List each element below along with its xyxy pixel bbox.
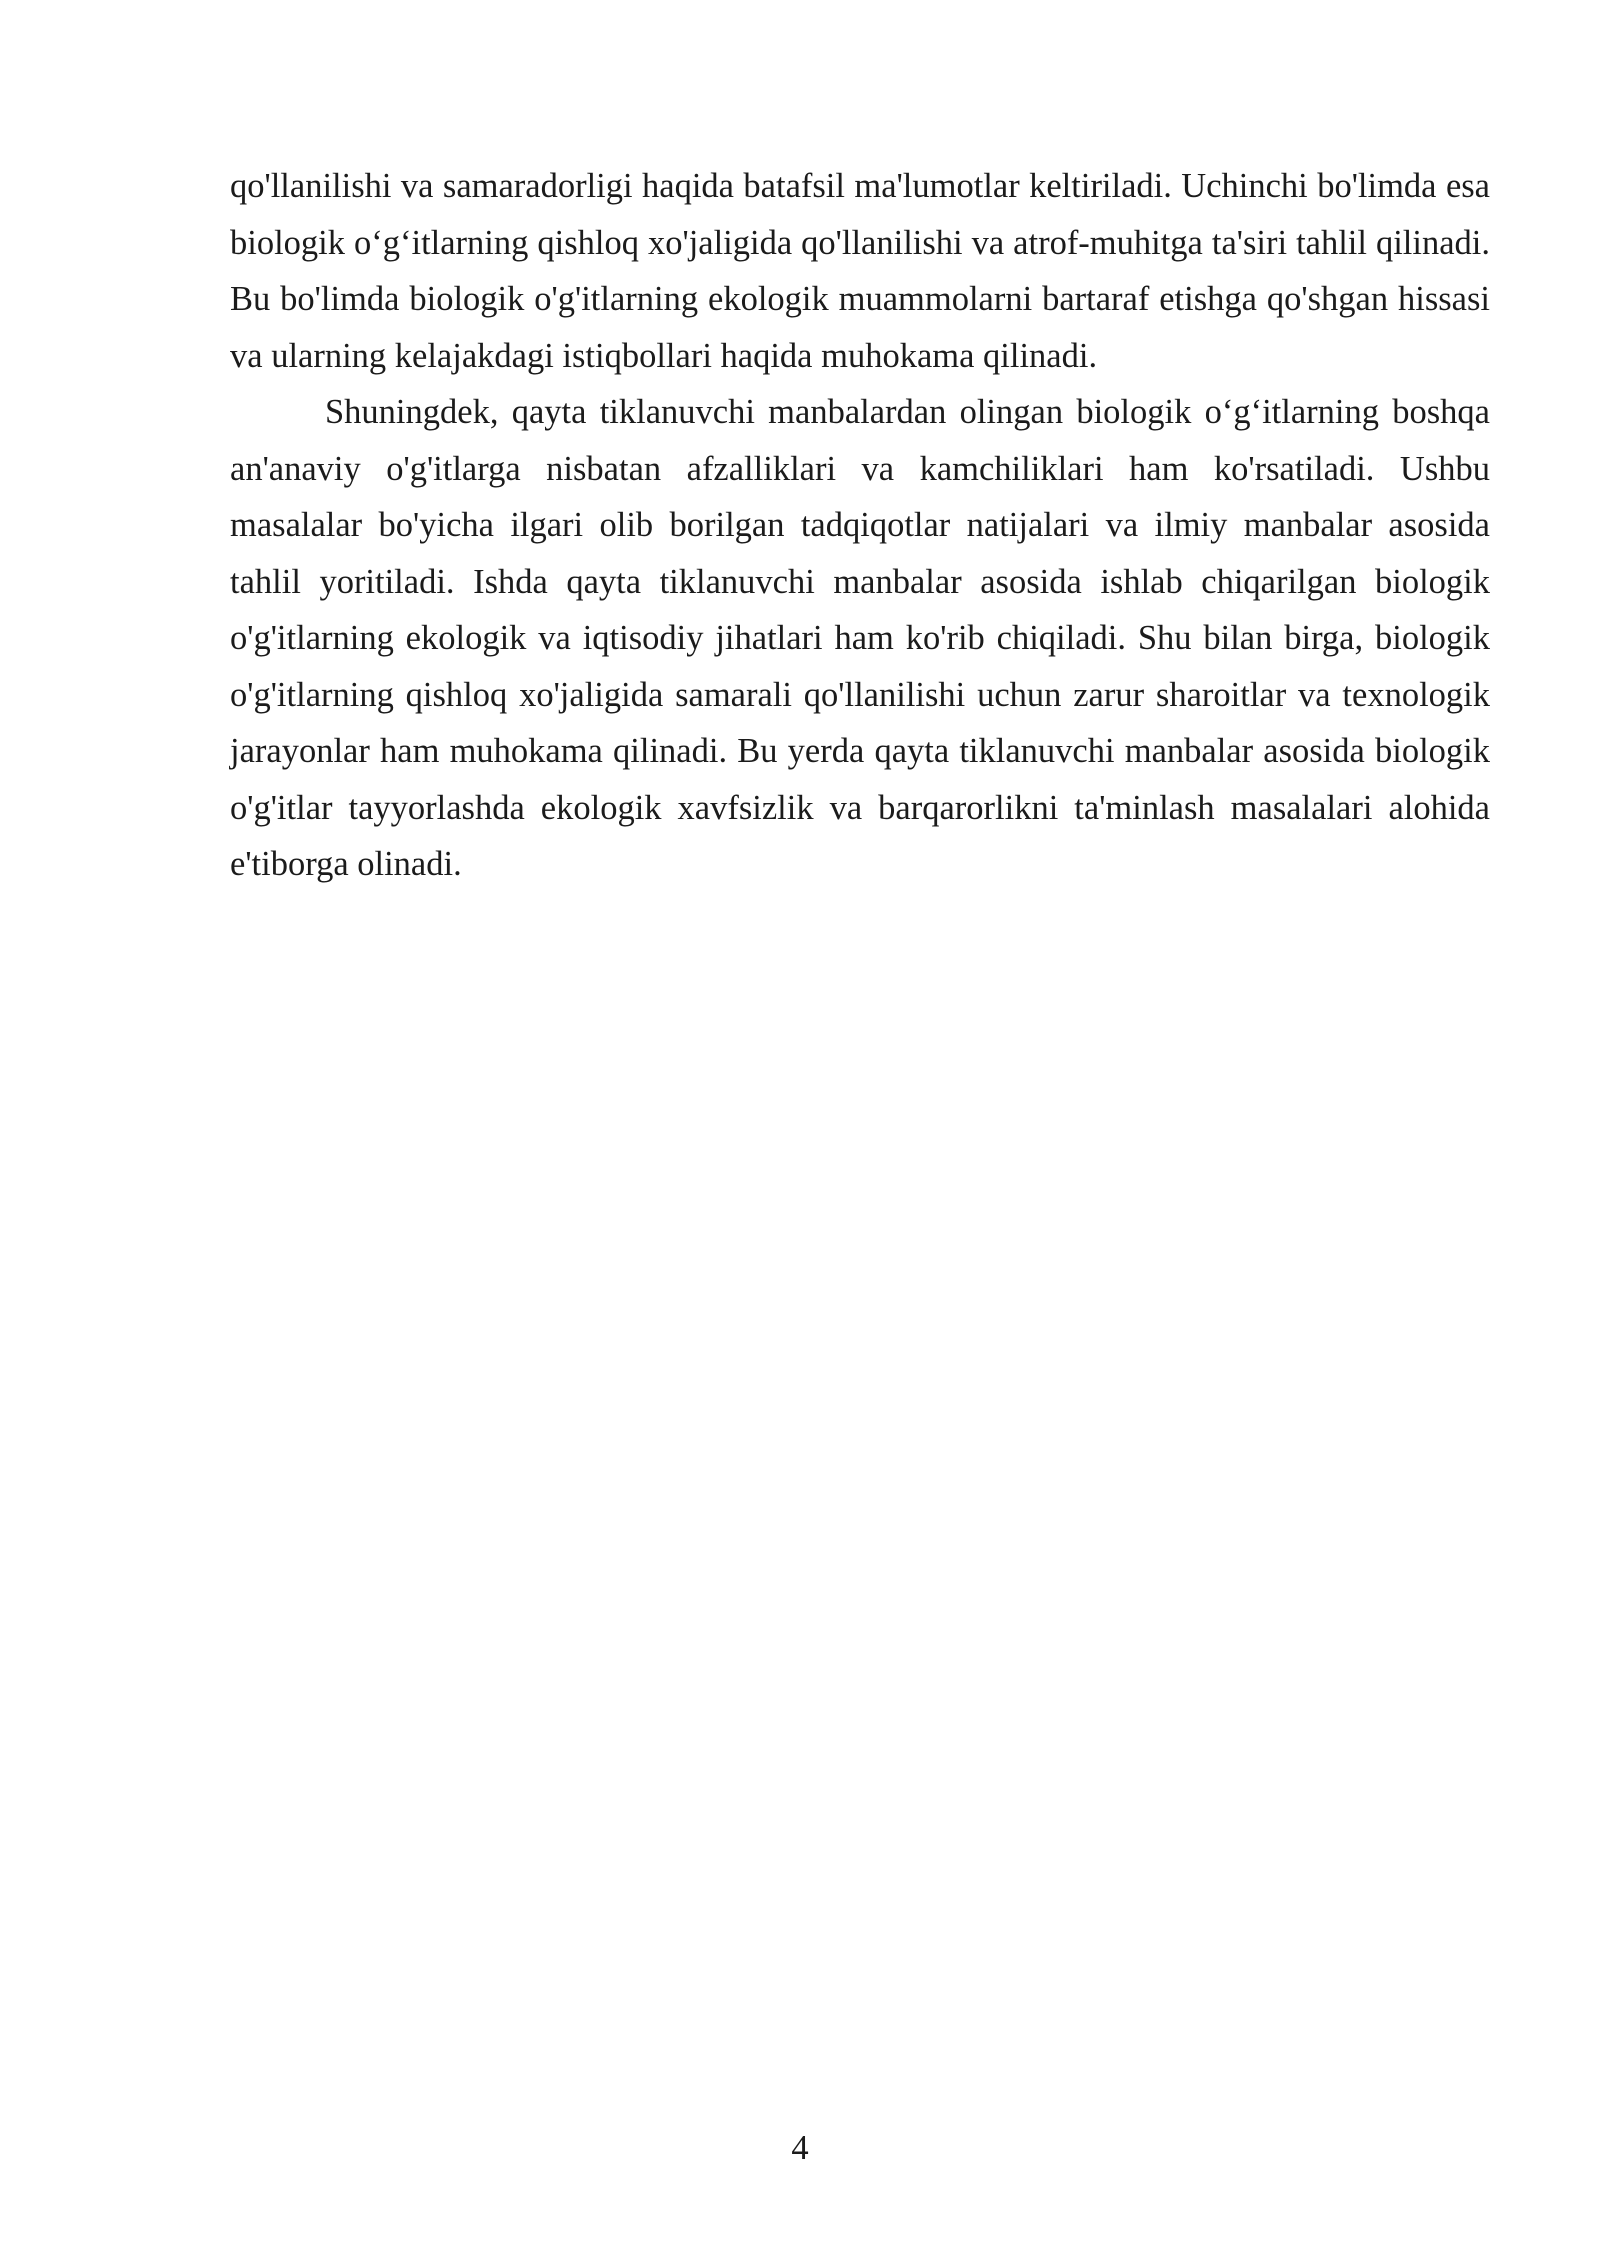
page-number: 4 [791,2129,809,2167]
body-text [230,158,1490,893]
paragraph-continuation: qo'llanilishi va samaradorligi haqida batafsil ma'lumotlar keltiriladi. Uchinchi bo'limda esa biologik o‘g‘itlarning qishloq xo'jaligida qo'llanilishi va atrof-muhitga ta'siri tahlil qilinadi. Bu bo'limda biologik o'g'itlarning ekologik muammolarni bartaraf etishga qo'shgan hissasi va ularning kelajakdagi istiqbollari haqida muhokama qilinadi. [230,167,1490,375]
paragraph: Shuningdek, qayta tiklanuvchi manbalardan olingan biologik o‘g‘itlarning boshqa an'anaviy o'g'itlarga nisbatan afzalliklari va kamchiliklari ham ko'rsatiladi. Ushbu masalalar bo'yicha ilgari olib borilgan tadqiqotlar natijalari va ilmiy manbalar asosida tahlil yoritiladi. Ishda qayta tiklanuvchi manbalar asosida ishlab chiqarilgan biologik o'g'itlarning ekologik va iqtisodiy jihatlari ham ko'rib chiqiladi. Shu bilan birga, biologik o'g'itlarning qishloq xo'jaligida samarali qo'llanilishi uchun zarur sharoitlar va texnologik jarayonlar ham muhokama qilinadi. Bu yerda qayta tiklanuvchi manbalar asosida biologik o'g'itlar tayyorlashda ekologik xavfsizlik va barqarorlikni ta'minlash masalalari alohida e'tiborga olinadi. [230,393,1490,883]
